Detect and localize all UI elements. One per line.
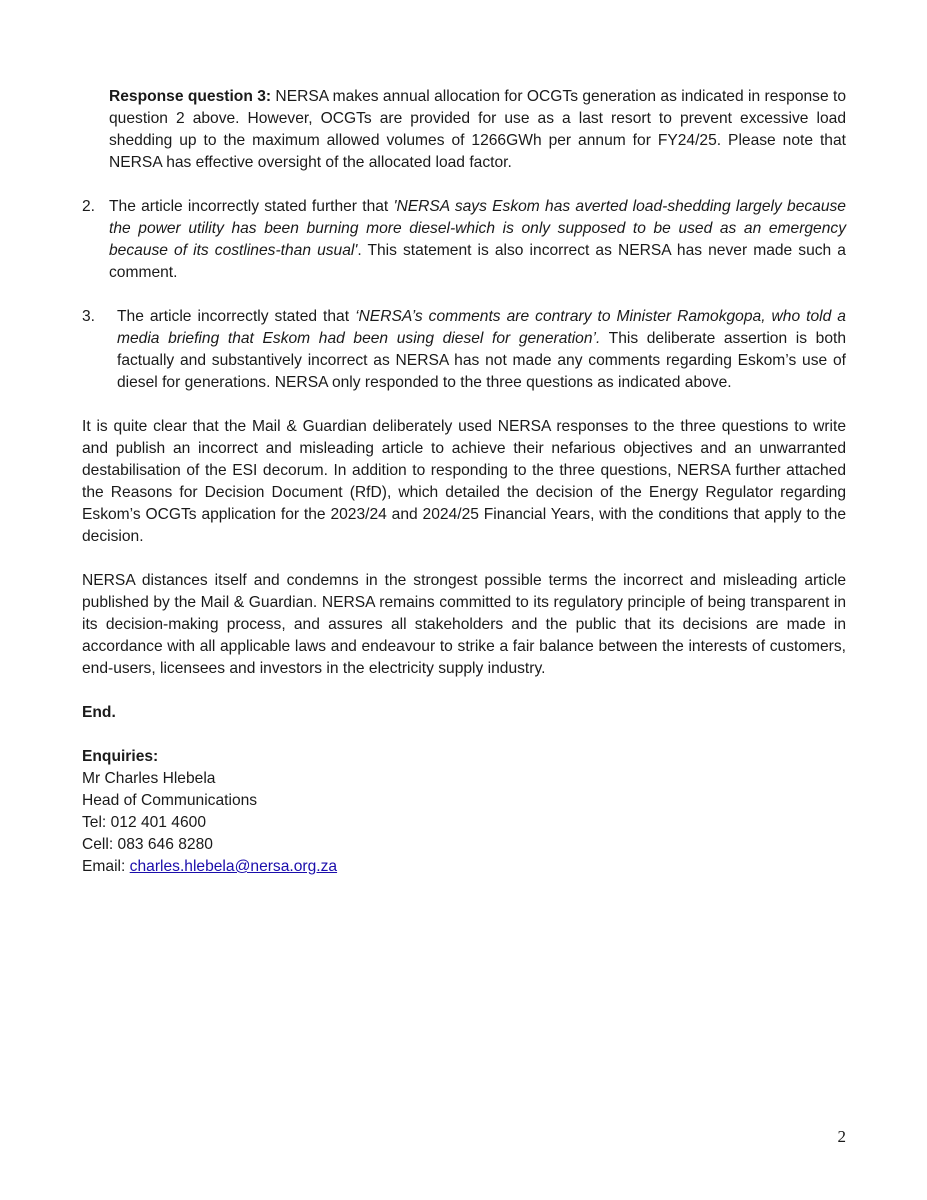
page-number: 2	[837, 1127, 846, 1146]
response-question-3-label: Response question 3:	[109, 88, 272, 105]
list-item-2-pre: The article incorrectly stated further that	[109, 198, 394, 215]
list-item-3-pre: The article incorrectly stated that	[117, 308, 356, 325]
enquiries-heading-text: Enquiries:	[82, 748, 159, 765]
response-question-3	[109, 86, 846, 174]
paragraph-nersa-distances: NERSA distances itself and condemns in the strongest possible terms the incorrect and misleading article published by the Mail & Guardian. NERSA remains committed to its regulatory principle of being transparent in its decision-making process, and assures all stakeholders and the public that its decisions are made in accordance with all applicable laws and endeavour to strike a fair balance between the interests of customers, end-users, licensees and investors in the electricity supply industry.	[82, 572, 846, 677]
contact-cell: Cell: 083 646 8280	[82, 836, 213, 853]
enquiries-heading	[82, 746, 846, 768]
end-text: End.	[82, 704, 116, 721]
list-item-3	[82, 306, 846, 394]
document-page	[82, 86, 846, 878]
email-label: Email:	[82, 858, 130, 875]
contact-title: Head of Communications	[82, 792, 258, 809]
contact-tel: Tel: 012 401 4600	[82, 814, 206, 831]
list-item-2-number: 2.	[82, 198, 96, 215]
end-marker	[82, 702, 846, 724]
email-link[interactable]: charles.hlebela@nersa.org.za	[129, 858, 338, 875]
list-item-2	[82, 196, 846, 284]
list-item-3-number: 3.	[82, 308, 96, 325]
response-question-3-text: NERSA makes annual allocation for OCGTs generation as indicated in response to question 2 above. However, OCGTs are provided for use as a last resort to prevent excessive load shedding up to the maximum allowed volumes of 1266GWh per annum for FY24/25. Please note that NERSA has effective oversight of the allocated load factor.	[109, 88, 847, 171]
contact-name: Mr Charles Hlebela	[82, 770, 216, 787]
list-item-3-post: This deliberate assertion is both factually and substantively incorrect as NERSA has not made any comments regarding Eskom’s use of diesel for generations. NERSA only responded to the three questions as indicated above.	[117, 330, 846, 391]
list-item-2-quote: 'NERSA says Eskom has averted load-shedding largely because the power utility has been burning more diesel-which is only supposed to be used as an emergency because of its costlines-than usual'	[109, 198, 846, 259]
enquiries-block	[82, 746, 846, 878]
paragraph-mail-guardian: It is quite clear that the Mail & Guardian deliberately used NERSA responses to the three questions to write and publish an incorrect and misleading article to achieve their nefarious objectives and an unwarranted destabilisation of the ESI decorum. In addition to responding to the three questions, NERSA further attached the Reasons for Decision Document (RfD), which detailed the decision of the Energy Regulator regarding Eskom’s OCGTs application for the 2023/24 and 2024/25 Financial Years, with the conditions that apply to the decision.	[82, 418, 846, 545]
list-item-2-post: . This statement is also incorrect as NERSA has never made such a comment.	[109, 242, 846, 281]
contact-email	[82, 856, 846, 878]
list-item-3-quote: ‘NERSA’s comments are contrary to Minister Ramokgopa, who told a media briefing that Eskom had been using diesel for generation’.	[117, 308, 846, 347]
